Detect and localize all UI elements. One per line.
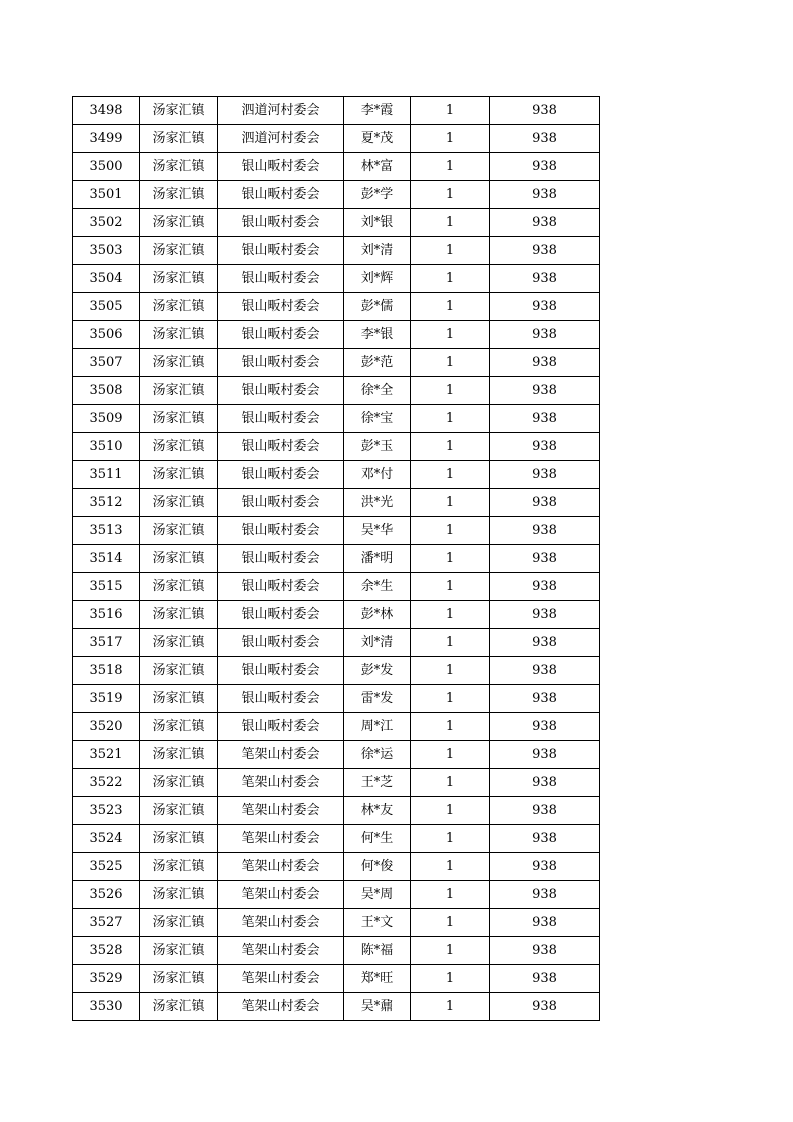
village-committee-cell: 银山畈村委会: [218, 489, 344, 517]
person-name-cell: 林*富: [344, 153, 411, 181]
table-row: [73, 573, 600, 601]
row-number-cell: 3522: [73, 769, 140, 797]
village-committee-cell: 银山畈村委会: [218, 629, 344, 657]
table-row: [73, 125, 600, 153]
table-row: [73, 629, 600, 657]
town-cell: 汤家汇镇: [140, 937, 218, 965]
village-committee-cell: 笔架山村委会: [218, 909, 344, 937]
person-name-cell: 吴*鼐: [344, 993, 411, 1021]
amount-cell: 938: [490, 489, 600, 517]
count-cell: 1: [411, 685, 490, 713]
row-number-cell: 3521: [73, 741, 140, 769]
row-number-cell: 3530: [73, 993, 140, 1021]
count-cell: 1: [411, 601, 490, 629]
amount-cell: 938: [490, 993, 600, 1021]
town-cell: 汤家汇镇: [140, 377, 218, 405]
town-cell: 汤家汇镇: [140, 685, 218, 713]
count-cell: 1: [411, 853, 490, 881]
table-row: [73, 853, 600, 881]
table-row: [73, 657, 600, 685]
row-number-cell: 3508: [73, 377, 140, 405]
town-cell: 汤家汇镇: [140, 97, 218, 125]
town-cell: 汤家汇镇: [140, 573, 218, 601]
village-committee-cell: 笔架山村委会: [218, 937, 344, 965]
person-name-cell: 刘*银: [344, 209, 411, 237]
village-committee-cell: 银山畈村委会: [218, 601, 344, 629]
town-cell: 汤家汇镇: [140, 545, 218, 573]
village-committee-cell: 银山畈村委会: [218, 209, 344, 237]
person-name-cell: 吴*周: [344, 881, 411, 909]
amount-cell: 938: [490, 153, 600, 181]
table-row: [73, 377, 600, 405]
amount-cell: 938: [490, 97, 600, 125]
town-cell: 汤家汇镇: [140, 489, 218, 517]
village-committee-cell: 银山畈村委会: [218, 349, 344, 377]
person-name-cell: 吴*华: [344, 517, 411, 545]
person-name-cell: 刘*清: [344, 237, 411, 265]
amount-cell: 938: [490, 349, 600, 377]
table-row: [73, 685, 600, 713]
person-name-cell: 潘*明: [344, 545, 411, 573]
amount-cell: 938: [490, 517, 600, 545]
person-name-cell: 李*银: [344, 321, 411, 349]
table-row: [73, 293, 600, 321]
town-cell: 汤家汇镇: [140, 909, 218, 937]
table-row: [73, 769, 600, 797]
table-row: [73, 265, 600, 293]
table-row: [73, 881, 600, 909]
person-name-cell: 周*江: [344, 713, 411, 741]
row-number-cell: 3523: [73, 797, 140, 825]
amount-cell: 938: [490, 713, 600, 741]
amount-cell: 938: [490, 909, 600, 937]
count-cell: 1: [411, 797, 490, 825]
row-number-cell: 3501: [73, 181, 140, 209]
person-name-cell: 刘*辉: [344, 265, 411, 293]
town-cell: 汤家汇镇: [140, 657, 218, 685]
person-name-cell: 李*霞: [344, 97, 411, 125]
row-number-cell: 3507: [73, 349, 140, 377]
table-row: [73, 209, 600, 237]
village-committee-cell: 银山畈村委会: [218, 461, 344, 489]
amount-cell: 938: [490, 629, 600, 657]
amount-cell: 938: [490, 881, 600, 909]
person-name-cell: 彭*林: [344, 601, 411, 629]
count-cell: 1: [411, 153, 490, 181]
table-row: [73, 993, 600, 1021]
amount-cell: 938: [490, 237, 600, 265]
row-number-cell: 3517: [73, 629, 140, 657]
table-row: [73, 237, 600, 265]
row-number-cell: 3511: [73, 461, 140, 489]
row-number-cell: 3519: [73, 685, 140, 713]
town-cell: 汤家汇镇: [140, 153, 218, 181]
count-cell: 1: [411, 993, 490, 1021]
amount-cell: 938: [490, 265, 600, 293]
count-cell: 1: [411, 713, 490, 741]
village-committee-cell: 银山畈村委会: [218, 237, 344, 265]
row-number-cell: 3514: [73, 545, 140, 573]
town-cell: 汤家汇镇: [140, 433, 218, 461]
village-committee-cell: 笔架山村委会: [218, 993, 344, 1021]
amount-cell: 938: [490, 321, 600, 349]
town-cell: 汤家汇镇: [140, 321, 218, 349]
count-cell: 1: [411, 377, 490, 405]
count-cell: 1: [411, 461, 490, 489]
table-row: [73, 405, 600, 433]
table-row: [73, 909, 600, 937]
table-row: [73, 601, 600, 629]
person-name-cell: 林*友: [344, 797, 411, 825]
table-row: [73, 545, 600, 573]
town-cell: 汤家汇镇: [140, 769, 218, 797]
count-cell: 1: [411, 909, 490, 937]
row-number-cell: 3502: [73, 209, 140, 237]
village-committee-cell: 银山畈村委会: [218, 573, 344, 601]
row-number-cell: 3529: [73, 965, 140, 993]
amount-cell: 938: [490, 601, 600, 629]
count-cell: 1: [411, 965, 490, 993]
count-cell: 1: [411, 209, 490, 237]
row-number-cell: 3520: [73, 713, 140, 741]
amount-cell: 938: [490, 573, 600, 601]
table-row: [73, 965, 600, 993]
count-cell: 1: [411, 349, 490, 377]
row-number-cell: 3515: [73, 573, 140, 601]
village-committee-cell: 银山畈村委会: [218, 517, 344, 545]
village-committee-cell: 笔架山村委会: [218, 965, 344, 993]
town-cell: 汤家汇镇: [140, 517, 218, 545]
amount-cell: 938: [490, 937, 600, 965]
row-number-cell: 3506: [73, 321, 140, 349]
village-committee-cell: 银山畈村委会: [218, 685, 344, 713]
row-number-cell: 3525: [73, 853, 140, 881]
person-name-cell: 徐*宝: [344, 405, 411, 433]
person-name-cell: 余*生: [344, 573, 411, 601]
town-cell: 汤家汇镇: [140, 293, 218, 321]
table-row: [73, 741, 600, 769]
town-cell: 汤家汇镇: [140, 265, 218, 293]
row-number-cell: 3505: [73, 293, 140, 321]
village-committee-cell: 银山畈村委会: [218, 321, 344, 349]
amount-cell: 938: [490, 965, 600, 993]
village-committee-cell: 银山畈村委会: [218, 377, 344, 405]
village-committee-cell: 泗道河村委会: [218, 125, 344, 153]
village-committee-cell: 笔架山村委会: [218, 881, 344, 909]
town-cell: 汤家汇镇: [140, 881, 218, 909]
village-committee-cell: 银山畈村委会: [218, 657, 344, 685]
count-cell: 1: [411, 405, 490, 433]
row-number-cell: 3516: [73, 601, 140, 629]
person-name-cell: 陈*福: [344, 937, 411, 965]
count-cell: 1: [411, 181, 490, 209]
person-name-cell: 徐*运: [344, 741, 411, 769]
row-number-cell: 3503: [73, 237, 140, 265]
count-cell: 1: [411, 657, 490, 685]
village-committee-cell: 银山畈村委会: [218, 153, 344, 181]
table-row: [73, 489, 600, 517]
amount-cell: 938: [490, 209, 600, 237]
town-cell: 汤家汇镇: [140, 181, 218, 209]
count-cell: 1: [411, 433, 490, 461]
amount-cell: 938: [490, 685, 600, 713]
table-row: [73, 349, 600, 377]
town-cell: 汤家汇镇: [140, 601, 218, 629]
amount-cell: 938: [490, 853, 600, 881]
count-cell: 1: [411, 629, 490, 657]
amount-cell: 938: [490, 657, 600, 685]
person-name-cell: 邓*付: [344, 461, 411, 489]
table-row: [73, 461, 600, 489]
town-cell: 汤家汇镇: [140, 209, 218, 237]
person-name-cell: 彭*发: [344, 657, 411, 685]
village-committee-cell: 银山畈村委会: [218, 265, 344, 293]
count-cell: 1: [411, 881, 490, 909]
amount-cell: 938: [490, 293, 600, 321]
town-cell: 汤家汇镇: [140, 237, 218, 265]
person-name-cell: 彭*范: [344, 349, 411, 377]
roster-table-body: [73, 97, 600, 1021]
person-name-cell: 雷*发: [344, 685, 411, 713]
row-number-cell: 3509: [73, 405, 140, 433]
person-name-cell: 王*文: [344, 909, 411, 937]
count-cell: 1: [411, 97, 490, 125]
row-number-cell: 3512: [73, 489, 140, 517]
row-number-cell: 3510: [73, 433, 140, 461]
person-name-cell: 洪*光: [344, 489, 411, 517]
person-name-cell: 郑*旺: [344, 965, 411, 993]
count-cell: 1: [411, 545, 490, 573]
table-row: [73, 713, 600, 741]
village-committee-cell: 银山畈村委会: [218, 181, 344, 209]
person-name-cell: 彭*学: [344, 181, 411, 209]
count-cell: 1: [411, 265, 490, 293]
person-name-cell: 徐*全: [344, 377, 411, 405]
village-committee-cell: 银山畈村委会: [218, 713, 344, 741]
village-committee-cell: 笔架山村委会: [218, 797, 344, 825]
row-number-cell: 3500: [73, 153, 140, 181]
village-committee-cell: 泗道河村委会: [218, 97, 344, 125]
amount-cell: 938: [490, 377, 600, 405]
town-cell: 汤家汇镇: [140, 853, 218, 881]
village-committee-cell: 银山畈村委会: [218, 545, 344, 573]
row-number-cell: 3513: [73, 517, 140, 545]
town-cell: 汤家汇镇: [140, 993, 218, 1021]
count-cell: 1: [411, 517, 490, 545]
amount-cell: 938: [490, 405, 600, 433]
row-number-cell: 3526: [73, 881, 140, 909]
town-cell: 汤家汇镇: [140, 741, 218, 769]
town-cell: 汤家汇镇: [140, 405, 218, 433]
village-committee-cell: 笔架山村委会: [218, 853, 344, 881]
village-committee-cell: 笔架山村委会: [218, 769, 344, 797]
amount-cell: 938: [490, 741, 600, 769]
amount-cell: 938: [490, 797, 600, 825]
table-row: [73, 797, 600, 825]
village-committee-cell: 银山畈村委会: [218, 293, 344, 321]
table-row: [73, 321, 600, 349]
table-row: [73, 517, 600, 545]
person-name-cell: 王*芝: [344, 769, 411, 797]
village-committee-cell: 银山畈村委会: [218, 405, 344, 433]
person-name-cell: 何*俊: [344, 853, 411, 881]
village-committee-cell: 笔架山村委会: [218, 741, 344, 769]
count-cell: 1: [411, 125, 490, 153]
row-number-cell: 3498: [73, 97, 140, 125]
town-cell: 汤家汇镇: [140, 713, 218, 741]
row-number-cell: 3499: [73, 125, 140, 153]
row-number-cell: 3528: [73, 937, 140, 965]
amount-cell: 938: [490, 125, 600, 153]
amount-cell: 938: [490, 433, 600, 461]
table-row: [73, 433, 600, 461]
town-cell: 汤家汇镇: [140, 125, 218, 153]
table-row: [73, 937, 600, 965]
town-cell: 汤家汇镇: [140, 461, 218, 489]
amount-cell: 938: [490, 181, 600, 209]
village-committee-cell: 银山畈村委会: [218, 433, 344, 461]
row-number-cell: 3518: [73, 657, 140, 685]
table-row: [73, 825, 600, 853]
amount-cell: 938: [490, 461, 600, 489]
count-cell: 1: [411, 321, 490, 349]
count-cell: 1: [411, 769, 490, 797]
count-cell: 1: [411, 741, 490, 769]
person-name-cell: 刘*清: [344, 629, 411, 657]
count-cell: 1: [411, 937, 490, 965]
count-cell: 1: [411, 237, 490, 265]
person-name-cell: 夏*茂: [344, 125, 411, 153]
row-number-cell: 3504: [73, 265, 140, 293]
town-cell: 汤家汇镇: [140, 965, 218, 993]
table-row: [73, 153, 600, 181]
count-cell: 1: [411, 489, 490, 517]
row-number-cell: 3524: [73, 825, 140, 853]
town-cell: 汤家汇镇: [140, 825, 218, 853]
count-cell: 1: [411, 293, 490, 321]
row-number-cell: 3527: [73, 909, 140, 937]
town-cell: 汤家汇镇: [140, 349, 218, 377]
amount-cell: 938: [490, 825, 600, 853]
amount-cell: 938: [490, 545, 600, 573]
count-cell: 1: [411, 573, 490, 601]
count-cell: 1: [411, 825, 490, 853]
town-cell: 汤家汇镇: [140, 629, 218, 657]
amount-cell: 938: [490, 769, 600, 797]
person-name-cell: 何*生: [344, 825, 411, 853]
table-row: [73, 97, 600, 125]
village-committee-cell: 笔架山村委会: [218, 825, 344, 853]
person-name-cell: 彭*玉: [344, 433, 411, 461]
roster-table: [72, 96, 600, 1021]
person-name-cell: 彭*儒: [344, 293, 411, 321]
table-row: [73, 181, 600, 209]
town-cell: 汤家汇镇: [140, 797, 218, 825]
